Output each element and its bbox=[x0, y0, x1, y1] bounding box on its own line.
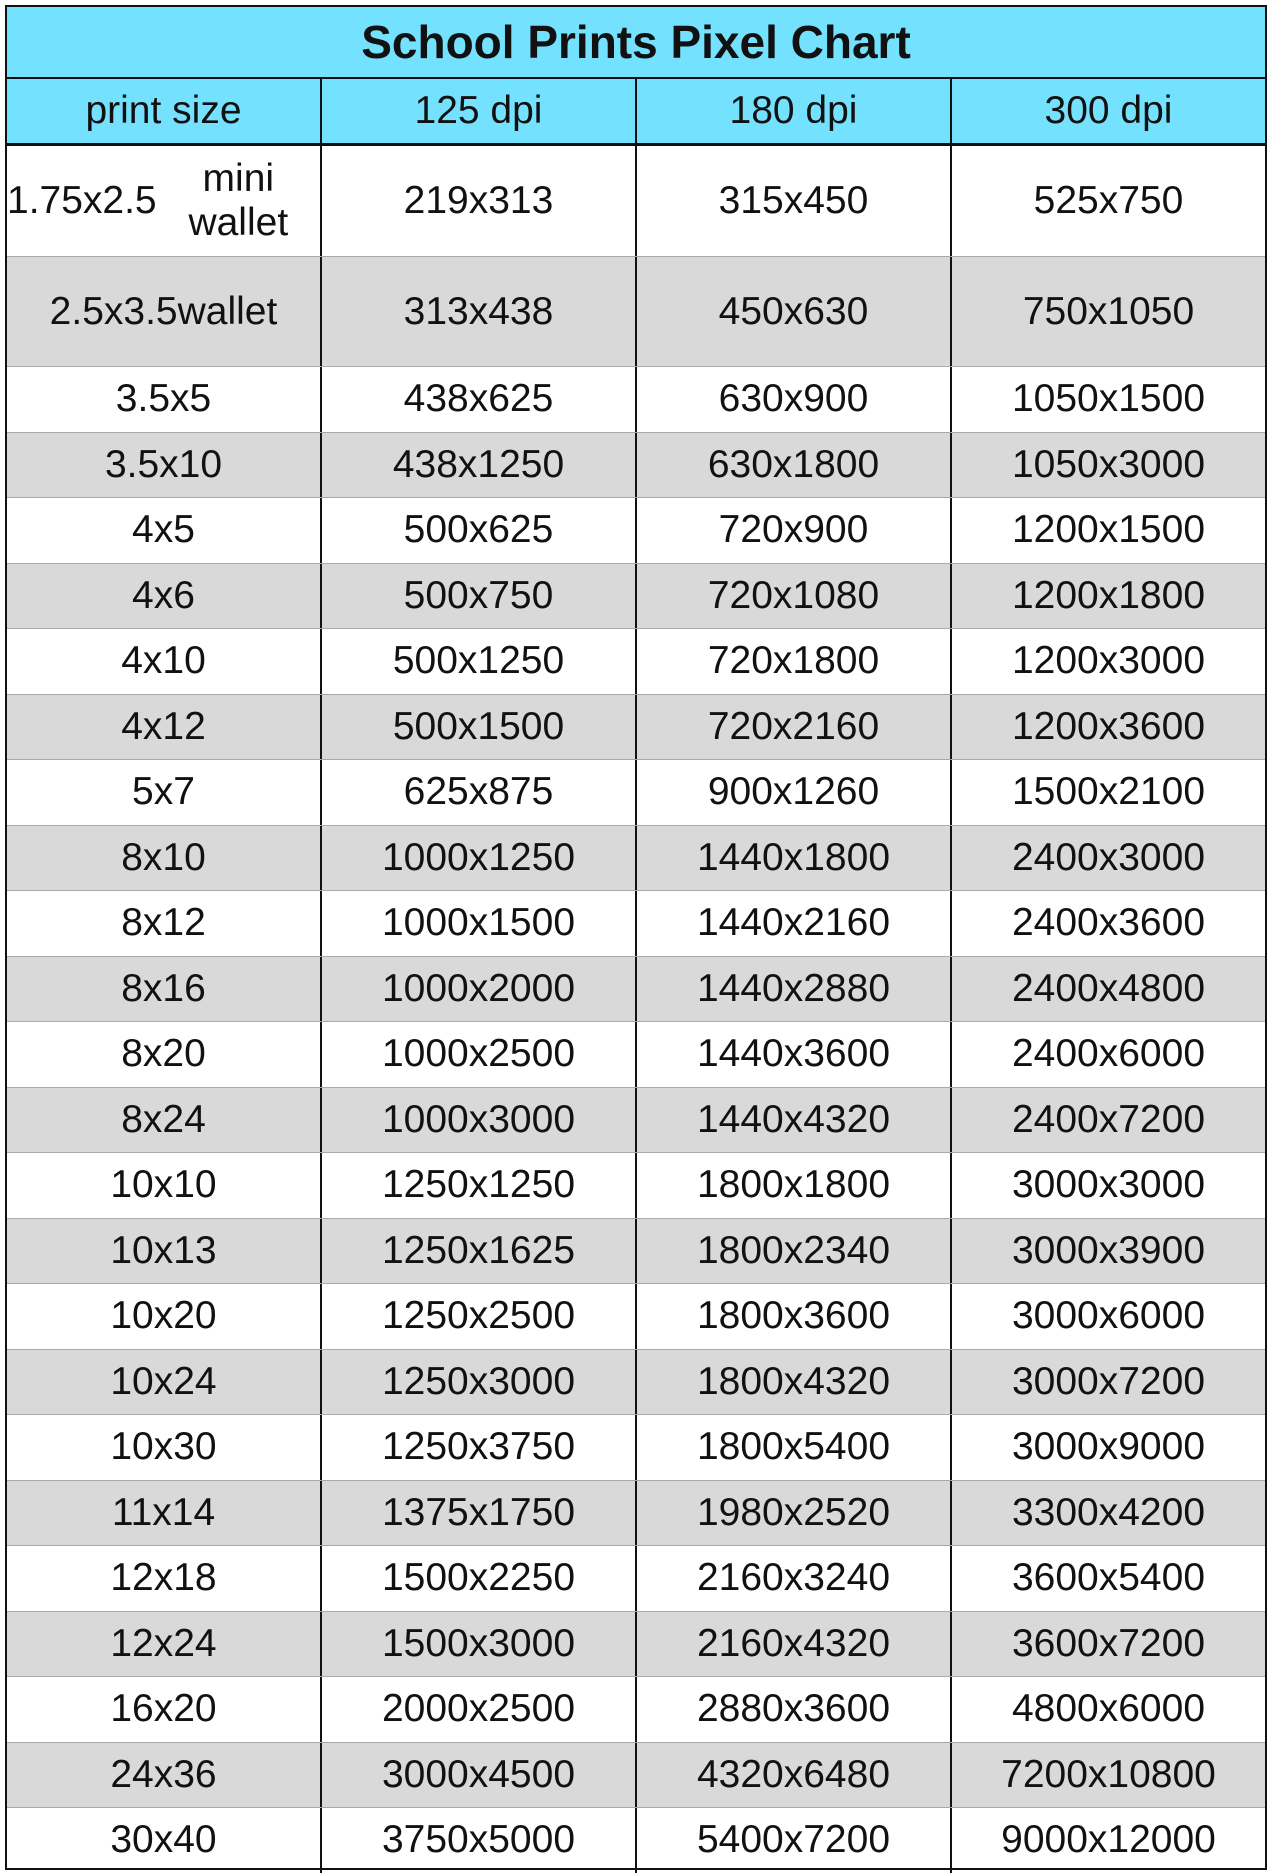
pixels-300-dpi-cell: 3300x4200 bbox=[950, 1481, 1265, 1546]
pixels-125-dpi-cell: 1250x1250 bbox=[320, 1153, 635, 1218]
pixels-125-dpi-cell: 1000x1500 bbox=[320, 891, 635, 956]
pixels-300-dpi-cell: 4800x6000 bbox=[950, 1677, 1265, 1742]
table-row bbox=[7, 694, 1265, 760]
print-size-line: 5x7 bbox=[132, 770, 195, 814]
pixels-180-dpi-cell: 900x1260 bbox=[635, 760, 950, 825]
print-size-line: 12x24 bbox=[110, 1621, 217, 1665]
print-size-cell bbox=[7, 826, 320, 891]
table-row bbox=[7, 1349, 1265, 1415]
pixels-180-dpi-cell: 720x2160 bbox=[635, 695, 950, 760]
pixels-180-dpi-cell: 630x900 bbox=[635, 367, 950, 432]
pixels-300-dpi-cell: 1050x3000 bbox=[950, 433, 1265, 498]
table-row bbox=[7, 1480, 1265, 1546]
table-row bbox=[7, 256, 1265, 366]
pixels-125-dpi-cell: 438x1250 bbox=[320, 433, 635, 498]
print-size-line: 10x13 bbox=[110, 1228, 217, 1272]
table-row bbox=[7, 146, 1265, 256]
table-row bbox=[7, 825, 1265, 891]
pixels-125-dpi-cell: 1000x2500 bbox=[320, 1022, 635, 1087]
print-size-cell bbox=[7, 1350, 320, 1415]
table-row bbox=[7, 890, 1265, 956]
pixels-300-dpi-cell: 7200x10800 bbox=[950, 1743, 1265, 1808]
column-header-print-size: print size bbox=[85, 89, 242, 132]
pixels-180-dpi-cell: 720x900 bbox=[635, 498, 950, 563]
pixels-180-dpi-cell: 2160x4320 bbox=[635, 1612, 950, 1677]
pixels-300-dpi-cell: 9000x12000 bbox=[950, 1808, 1265, 1873]
pixels-180-dpi-cell: 1440x1800 bbox=[635, 826, 950, 891]
table-row bbox=[7, 1021, 1265, 1087]
pixels-300-dpi-cell: 2400x6000 bbox=[950, 1022, 1265, 1087]
pixels-180-dpi-cell: 1800x4320 bbox=[635, 1350, 950, 1415]
column-header-125-dpi: 125 dpi bbox=[320, 79, 635, 143]
pixels-125-dpi-cell: 1250x3750 bbox=[320, 1415, 635, 1480]
pixels-300-dpi-cell: 1200x3600 bbox=[950, 695, 1265, 760]
print-size-cell bbox=[7, 1481, 320, 1546]
print-size-line: 8x16 bbox=[121, 966, 206, 1010]
print-size-cell bbox=[7, 1153, 320, 1218]
print-size-cell bbox=[7, 257, 320, 366]
print-size-cell bbox=[7, 629, 320, 694]
table-row bbox=[7, 432, 1265, 498]
print-size-cell bbox=[7, 1808, 320, 1873]
pixels-180-dpi-cell: 1800x5400 bbox=[635, 1415, 950, 1480]
print-size-line: 4x10 bbox=[121, 639, 206, 683]
print-size-cell bbox=[7, 367, 320, 432]
table-row bbox=[7, 1087, 1265, 1153]
print-size-line: 10x30 bbox=[110, 1425, 217, 1469]
print-size-cell bbox=[7, 1088, 320, 1153]
pixels-180-dpi-cell: 1980x2520 bbox=[635, 1481, 950, 1546]
pixels-125-dpi-cell: 1250x1625 bbox=[320, 1219, 635, 1284]
pixels-300-dpi-cell: 3000x3900 bbox=[950, 1219, 1265, 1284]
table-row bbox=[7, 628, 1265, 694]
print-size-line: 1.75x2.5 bbox=[7, 179, 157, 222]
pixels-300-dpi-cell: 1500x2100 bbox=[950, 760, 1265, 825]
pixels-300-dpi-cell: 1200x3000 bbox=[950, 629, 1265, 694]
print-size-cell bbox=[7, 1415, 320, 1480]
pixels-300-dpi-cell: 2400x4800 bbox=[950, 957, 1265, 1022]
table-row bbox=[7, 1545, 1265, 1611]
print-size-line: 16x20 bbox=[110, 1687, 217, 1731]
pixels-125-dpi-cell: 2000x2500 bbox=[320, 1677, 635, 1742]
pixels-180-dpi-cell: 1800x1800 bbox=[635, 1153, 950, 1218]
table-title: School Prints Pixel Chart bbox=[7, 7, 1265, 79]
table-row bbox=[7, 1218, 1265, 1284]
pixels-300-dpi-cell: 3000x6000 bbox=[950, 1284, 1265, 1349]
print-size-line: 3.5x10 bbox=[104, 442, 223, 486]
pixels-125-dpi-cell: 3750x5000 bbox=[320, 1808, 635, 1873]
print-size-cell bbox=[7, 1022, 320, 1087]
table-row bbox=[7, 1676, 1265, 1742]
pixels-125-dpi-cell: 1250x3000 bbox=[320, 1350, 635, 1415]
pixels-125-dpi-cell: 1500x2250 bbox=[320, 1546, 635, 1611]
header-row bbox=[7, 79, 1265, 146]
pixels-180-dpi-cell: 2880x3600 bbox=[635, 1677, 950, 1742]
print-size-cell bbox=[7, 760, 320, 825]
pixels-300-dpi-cell: 3000x9000 bbox=[950, 1415, 1265, 1480]
print-size-line: 4x12 bbox=[121, 704, 206, 748]
print-size-line: wallet bbox=[177, 289, 278, 333]
print-size-cell bbox=[7, 695, 320, 760]
pixels-125-dpi-cell: 1000x2000 bbox=[320, 957, 635, 1022]
table-row bbox=[7, 366, 1265, 432]
print-size-line: 8x12 bbox=[121, 901, 206, 945]
column-header-180-dpi: 180 dpi bbox=[635, 79, 950, 143]
print-size-line: 11x14 bbox=[111, 1490, 216, 1534]
table-row bbox=[7, 1611, 1265, 1677]
pixel-chart-table bbox=[5, 5, 1267, 1870]
pixels-180-dpi-cell: 1440x2880 bbox=[635, 957, 950, 1022]
pixels-300-dpi-cell: 750x1050 bbox=[950, 257, 1265, 366]
print-size-cell bbox=[7, 891, 320, 956]
pixels-125-dpi-cell: 500x750 bbox=[320, 564, 635, 629]
print-size-line: 12x18 bbox=[110, 1556, 217, 1600]
table-row bbox=[7, 956, 1265, 1022]
print-size-cell bbox=[7, 564, 320, 629]
pixels-125-dpi-cell: 500x625 bbox=[320, 498, 635, 563]
pixels-180-dpi-cell: 720x1800 bbox=[635, 629, 950, 694]
print-size-line: 2.5x3.5 bbox=[49, 289, 178, 333]
pixels-180-dpi-cell: 1440x2160 bbox=[635, 891, 950, 956]
pixels-125-dpi-cell: 500x1250 bbox=[320, 629, 635, 694]
pixels-125-dpi-cell: 625x875 bbox=[320, 760, 635, 825]
pixels-300-dpi-cell: 1200x1800 bbox=[950, 564, 1265, 629]
print-size-line: mini wallet bbox=[188, 157, 289, 244]
table-row bbox=[7, 563, 1265, 629]
pixels-125-dpi-cell: 1375x1750 bbox=[320, 1481, 635, 1546]
pixels-180-dpi-cell: 2160x3240 bbox=[635, 1546, 950, 1611]
print-size-cell bbox=[7, 498, 320, 563]
table-row bbox=[7, 1152, 1265, 1218]
pixels-125-dpi-cell: 1000x3000 bbox=[320, 1088, 635, 1153]
print-size-line: 8x10 bbox=[121, 835, 206, 879]
pixels-180-dpi-cell: 1800x2340 bbox=[635, 1219, 950, 1284]
pixels-300-dpi-cell: 3600x7200 bbox=[950, 1612, 1265, 1677]
pixels-300-dpi-cell: 2400x7200 bbox=[950, 1088, 1265, 1153]
pixels-125-dpi-cell: 313x438 bbox=[320, 257, 635, 366]
print-size-line: 8x20 bbox=[121, 1032, 206, 1076]
pixels-125-dpi-cell: 438x625 bbox=[320, 367, 635, 432]
print-size-cell bbox=[7, 1743, 320, 1808]
print-size-cell bbox=[7, 1546, 320, 1611]
print-size-cell bbox=[7, 1612, 320, 1677]
pixels-300-dpi-cell: 2400x3600 bbox=[950, 891, 1265, 956]
pixels-300-dpi-cell: 3600x5400 bbox=[950, 1546, 1265, 1611]
print-size-line: 3.5x5 bbox=[115, 377, 212, 421]
pixels-125-dpi-cell: 219x313 bbox=[320, 146, 635, 256]
pixels-125-dpi-cell: 1250x2500 bbox=[320, 1284, 635, 1349]
pixels-300-dpi-cell: 1050x1500 bbox=[950, 367, 1265, 432]
pixels-180-dpi-cell: 4320x6480 bbox=[635, 1743, 950, 1808]
print-size-cell bbox=[7, 1219, 320, 1284]
print-size-line: 4x6 bbox=[132, 573, 195, 617]
print-size-line: 10x20 bbox=[110, 1294, 217, 1338]
print-size-line: 4x5 bbox=[132, 508, 195, 552]
print-size-cell bbox=[7, 146, 320, 256]
table-row bbox=[7, 1807, 1265, 1873]
pixels-125-dpi-cell: 3000x4500 bbox=[320, 1743, 635, 1808]
table-row bbox=[7, 497, 1265, 563]
print-size-line: 30x40 bbox=[110, 1818, 217, 1862]
pixels-300-dpi-cell: 2400x3000 bbox=[950, 826, 1265, 891]
pixels-300-dpi-cell: 1200x1500 bbox=[950, 498, 1265, 563]
print-size-line: 10x24 bbox=[110, 1359, 217, 1403]
print-size-cell bbox=[7, 1284, 320, 1349]
pixels-125-dpi-cell: 1000x1250 bbox=[320, 826, 635, 891]
pixels-180-dpi-cell: 1440x4320 bbox=[635, 1088, 950, 1153]
pixels-180-dpi-cell: 630x1800 bbox=[635, 433, 950, 498]
pixels-300-dpi-cell: 525x750 bbox=[950, 146, 1265, 256]
table-row bbox=[7, 759, 1265, 825]
print-size-cell bbox=[7, 1677, 320, 1742]
pixels-180-dpi-cell: 720x1080 bbox=[635, 564, 950, 629]
print-size-line: 8x24 bbox=[121, 1097, 206, 1141]
pixels-300-dpi-cell: 3000x7200 bbox=[950, 1350, 1265, 1415]
pixels-125-dpi-cell: 1500x3000 bbox=[320, 1612, 635, 1677]
pixels-180-dpi-cell: 450x630 bbox=[635, 257, 950, 366]
pixels-180-dpi-cell: 5400x7200 bbox=[635, 1808, 950, 1873]
pixels-180-dpi-cell: 315x450 bbox=[635, 146, 950, 256]
pixels-180-dpi-cell: 1800x3600 bbox=[635, 1284, 950, 1349]
print-size-cell bbox=[7, 433, 320, 498]
print-size-cell bbox=[7, 957, 320, 1022]
column-header-300-dpi: 300 dpi bbox=[950, 79, 1265, 143]
table-row bbox=[7, 1414, 1265, 1480]
table-row bbox=[7, 1742, 1265, 1808]
pixels-180-dpi-cell: 1440x3600 bbox=[635, 1022, 950, 1087]
table-body bbox=[7, 146, 1265, 1873]
pixels-125-dpi-cell: 500x1500 bbox=[320, 695, 635, 760]
table-row bbox=[7, 1283, 1265, 1349]
print-size-line: 24x36 bbox=[110, 1752, 217, 1796]
pixels-300-dpi-cell: 3000x3000 bbox=[950, 1153, 1265, 1218]
print-size-line: 10x10 bbox=[110, 1163, 217, 1207]
